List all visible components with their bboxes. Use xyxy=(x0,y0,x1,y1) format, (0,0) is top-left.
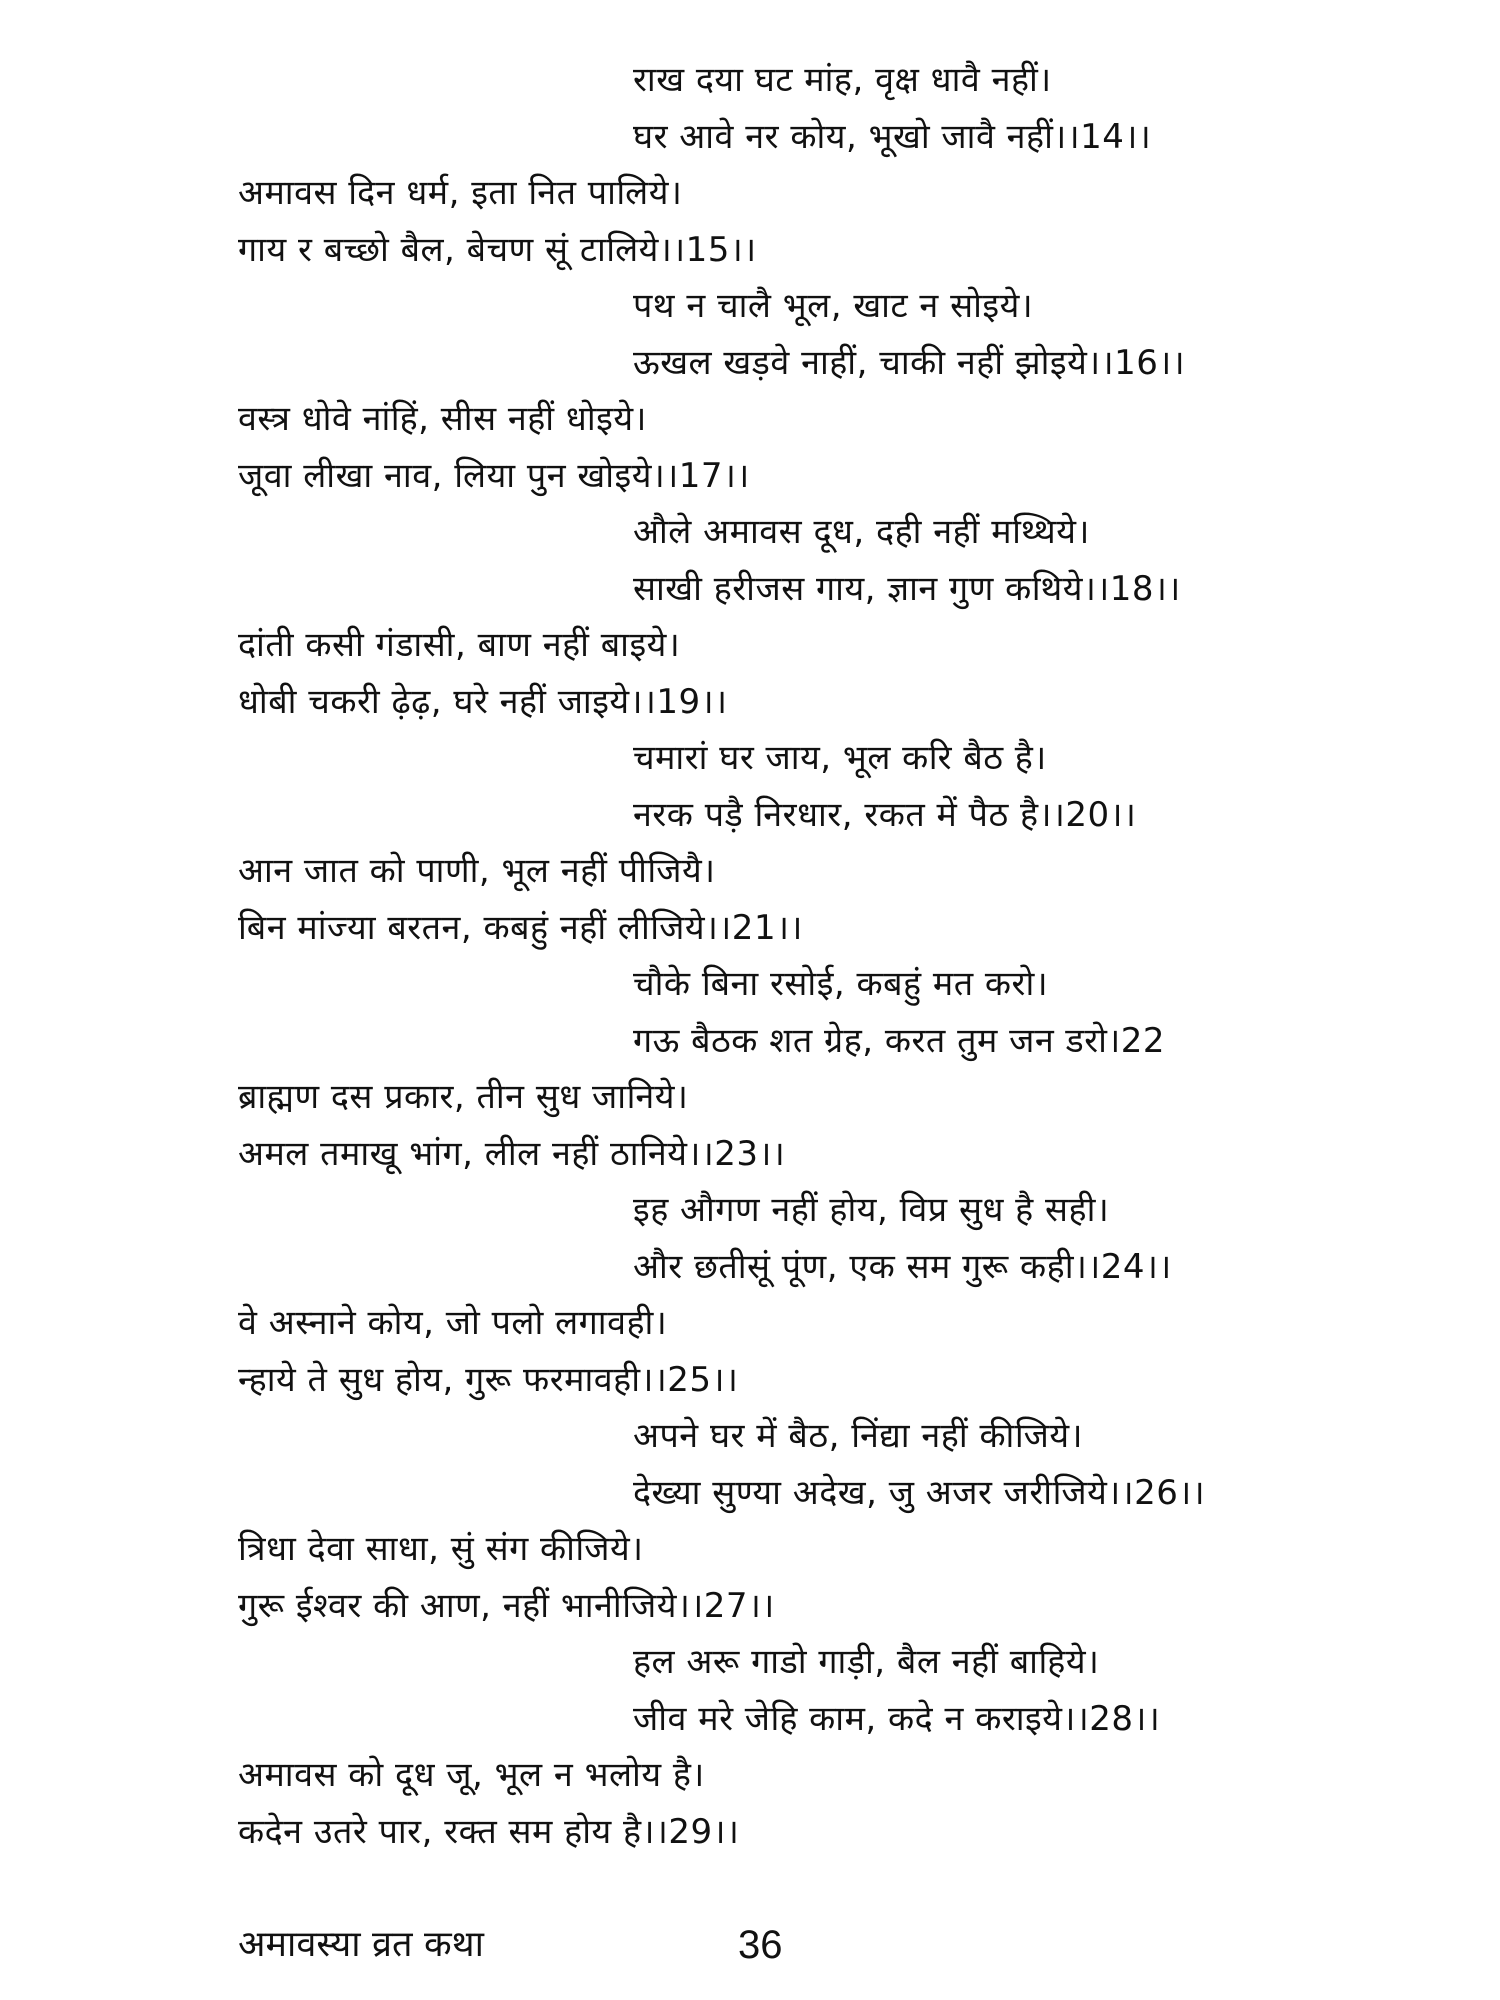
verse-line: जूवा लीखा नाव, लिया पुन खोइये।।17।। xyxy=(238,455,750,496)
verse-line: बिन मांज्या बरतन, कबहुं नहीं लीजिये।।21।। xyxy=(238,907,803,948)
verse-line: अपने घर में बैठ, निंद्या नहीं कीजिये। xyxy=(633,1416,1084,1456)
verse-line: इह औगण नहीं होय, विप्र सुध है सही। xyxy=(633,1190,1110,1230)
verse-line: धोबी चकरी ढ़ेढ़, घरे नहीं जाइये।।19।। xyxy=(238,681,728,722)
verse-line: देख्या सुण्या अदेख, जु अजर जरीजिये।।26।। xyxy=(633,1472,1206,1513)
verse-line: गऊ बैठक शत ग्रेह, करत तुम जन डरो।22 xyxy=(633,1020,1166,1061)
verse-block xyxy=(238,52,1298,1860)
verse-line: आन जात को पाणी, भूल नहीं पीजियै। xyxy=(238,851,716,891)
verse-line: और छतीसूं पूंण, एक सम गुरू कही।।24।। xyxy=(633,1246,1172,1287)
verse-line: हल अरू गाडो गाड़ी, बैल नहीं बाहिये। xyxy=(633,1642,1100,1682)
verse-line: अमावस को दूध जू, भूल न भलोय है। xyxy=(238,1755,705,1795)
verse-line: ऊखल खड़वे नाहीं, चाकी नहीं झोइये।।16।। xyxy=(633,342,1186,383)
verse-line: न्हाये ते सुध होय, गुरू फरमावही।।25।। xyxy=(238,1359,739,1400)
verse-line: राख दया घट मांह, वृक्ष धावै नहीं। xyxy=(633,60,1052,100)
verse-line: चमारां घर जाय, भूल करि बैठ है। xyxy=(633,738,1047,778)
verse-line: जीव मरे जेहि काम, कदे न कराइये।।28।। xyxy=(633,1698,1161,1739)
verse-line: अमल तमाखू भांग, लील नहीं ठानिये।।23।। xyxy=(238,1133,786,1174)
verse-line: गुरू ईश्वर की आण, नहीं भानीजिये।।27।। xyxy=(238,1585,775,1626)
verse-line: अमावस दिन धर्म, इता नित पालिये। xyxy=(238,173,683,213)
verse-line: त्रिधा देवा साधा, सुं संग कीजिये। xyxy=(238,1529,644,1569)
page-number: 36 xyxy=(738,1923,783,1967)
verse-line: वस्त्र धोवे नांहिं, सीस नहीं धोइये। xyxy=(238,399,647,439)
verse-line: पथ न चालै भूल, खाट न सोइये। xyxy=(633,286,1034,326)
verse-line: दांती कसी गंडासी, बाण नहीं बाइये। xyxy=(238,625,681,665)
verse-line: कदेन उतरे पार, रक्त सम होय है।।29।। xyxy=(238,1811,740,1852)
footer-book-title: अमावस्या व्रत कथा xyxy=(238,1924,484,1965)
verse-line: चौके बिना रसोई, कबहुं मत करो। xyxy=(633,964,1049,1004)
verse-line: घर आवे नर कोय, भूखो जावै नहीं।।14।। xyxy=(633,116,1152,157)
verse-line: गाय र बच्छो बैल, बेचण सूं टालिये।।15।। xyxy=(238,229,757,270)
verse-line: ब्राह्मण दस प्रकार, तीन सुध जानिये। xyxy=(238,1077,689,1117)
verse-line: नरक पड़ै निरधार, रकत में पैठ है।।20।। xyxy=(633,794,1137,835)
verse-line: साखी हरीजस गाय, ज्ञान गुण कथिये।।18।। xyxy=(633,568,1181,609)
verse-line: औले अमावस दूध, दही नहीं मथ्थिये। xyxy=(633,512,1090,552)
verse-line: वे अस्नाने कोय, जो पलो लगावही। xyxy=(238,1303,668,1343)
